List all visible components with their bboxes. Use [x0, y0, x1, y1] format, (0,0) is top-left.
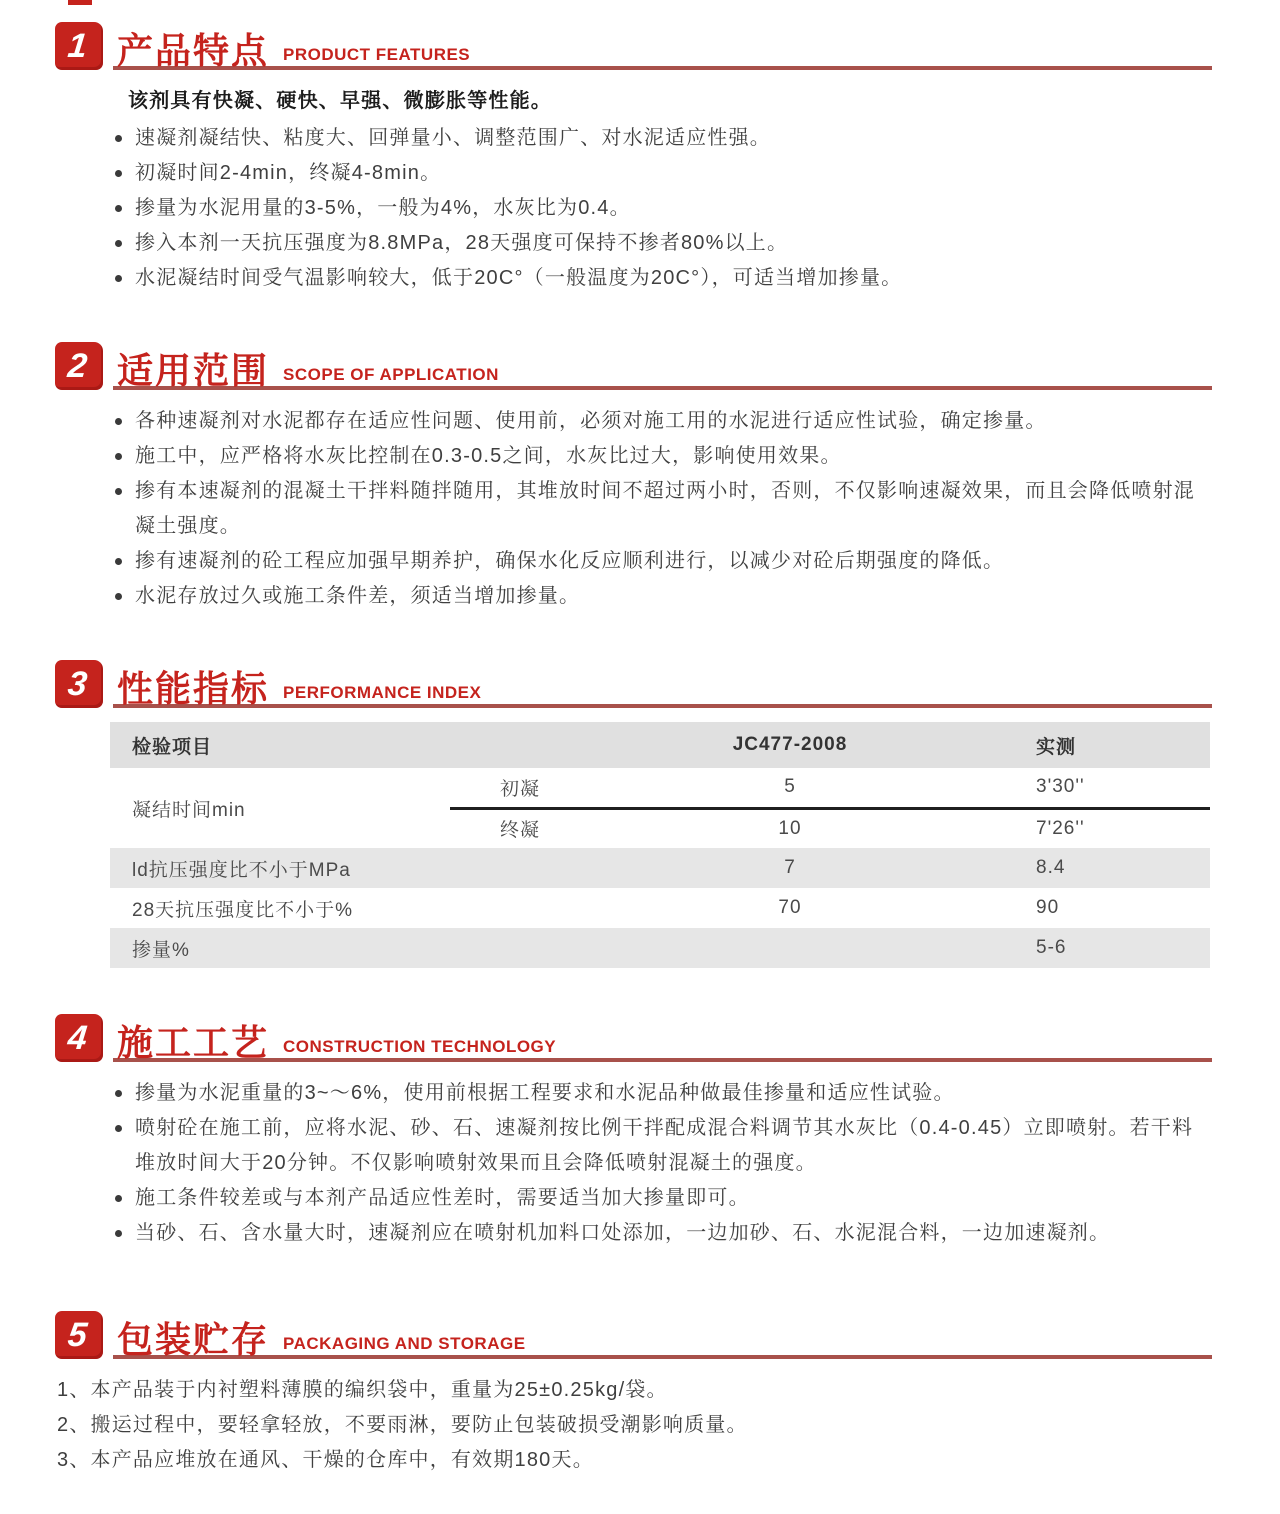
section-header-line — [113, 342, 1212, 390]
bullet-dot-icon — [115, 205, 122, 212]
bullet-text: 施工中，应严格将水灰比控制在0.3-0.5之间，水灰比过大，影响使用效果。 — [135, 445, 842, 467]
bullet-text: 掺有速凝剂的砼工程应加强早期养护，确保水化反应顺利进行，以减少对砼后期强度的降低。 — [135, 550, 1005, 572]
performance-table — [110, 722, 1210, 968]
list-item — [115, 544, 1212, 579]
header-cell-sub — [450, 722, 650, 768]
bullet-text: 水泥凝结时间受气温影响较大，低于20C°（一般温度为20C°），可适当增加掺量。 — [135, 267, 903, 289]
section-number: 3 — [65, 665, 89, 703]
section-header-line — [113, 22, 1212, 70]
numbered-list — [55, 1373, 1212, 1478]
bullet-list — [55, 404, 1212, 614]
section-product-features — [55, 22, 1212, 296]
bullet-text: 喷射砼在施工前，应将水泥、砂、石、速凝剂按比例干拌配成混合料调节其水灰比（0.4-0.45）立即喷射。若干料堆放时间大于20分钟。不仅影响喷射效果而且会降低喷射混凝土的强度。 — [135, 1117, 1194, 1174]
bullet-dot-icon — [115, 1125, 122, 1132]
bullet-dot-icon — [115, 488, 122, 495]
section-number: 4 — [65, 1019, 89, 1057]
section-intro: 该剂具有快凝、硬快、早强、微膨胀等性能。 — [128, 90, 552, 112]
bullet-list — [55, 121, 1212, 296]
list-item — [115, 156, 1212, 191]
table-row — [110, 888, 1210, 928]
table-row — [110, 848, 1210, 888]
section-header — [55, 1311, 1212, 1359]
bullet-dot-icon — [115, 240, 122, 247]
bullet-dot-icon — [115, 275, 122, 282]
section-number: 5 — [65, 1316, 89, 1354]
cell-measured: 8.4 — [930, 848, 1210, 888]
bullet-text: 掺量为水泥重量的3~～6%，使用前根据工程要求和水泥品种做最佳掺量和适应性试验。 — [135, 1082, 955, 1104]
bullet-dot-icon — [115, 1195, 122, 1202]
header-cell-standard: JC477-2008 — [650, 722, 930, 768]
list-item — [115, 1216, 1212, 1251]
bullet-text: 水泥存放过久或施工条件差，须适当增加掺量。 — [135, 585, 581, 607]
cell-standard — [650, 928, 930, 968]
list-item: 2、搬运过程中，要轻拿轻放，不要雨淋，要防止包装破损受潮影响质量。 — [57, 1414, 748, 1436]
cell-item: 28天抗压强度比不小于% — [132, 899, 354, 921]
cell-measured: 7'26'' — [1036, 817, 1085, 839]
bullet-text: 掺量为水泥用量的3-5%，一般为4%，水灰比为0.4。 — [135, 197, 631, 219]
section-construction-technology — [55, 1014, 1212, 1251]
bullet-dot-icon — [115, 135, 122, 142]
section-header-line — [113, 1014, 1212, 1062]
bullet-text: 速凝剂凝结快、粘度大、回弹量小、调整范围广、对水泥适应性强。 — [135, 127, 771, 149]
section-number-badge — [55, 342, 103, 390]
section-number-badge — [55, 1311, 103, 1359]
bullet-text: 当砂、石、含水量大时，速凝剂应在喷射机加料口处添加，一边加砂、石、水泥混合料，一边加速凝剂。 — [135, 1222, 1111, 1244]
section-performance-index — [55, 660, 1212, 968]
cell-sub: 终凝 — [499, 820, 540, 842]
bullet-dot-icon — [115, 418, 122, 425]
bullet-dot-icon — [115, 170, 122, 177]
section-header — [55, 660, 1212, 708]
section-number-badge — [55, 22, 103, 70]
cell-measured: 5-6 — [930, 928, 1210, 968]
list-item — [115, 404, 1212, 439]
bullet-dot-icon — [115, 453, 122, 460]
cell-measured: 90 — [1036, 897, 1060, 918]
section-title-cn: 性能指标 — [117, 668, 270, 710]
section-number: 1 — [65, 27, 89, 65]
list-item: 3、本产品应堆放在通风、干燥的仓库中，有效期180天。 — [57, 1449, 594, 1471]
table-header-row — [110, 722, 1210, 768]
list-item — [115, 121, 1212, 156]
cell-standard: 70 — [778, 897, 802, 918]
table-row — [110, 928, 1210, 968]
cell-standard: 7 — [650, 848, 930, 888]
cell-item: ld抗压强度比不小于MPa — [110, 848, 650, 888]
section-header-line — [113, 1311, 1212, 1359]
section-title-en: PERFORMANCE INDEX — [283, 683, 482, 702]
section-number-badge — [55, 1014, 103, 1062]
cell-item: 凝结时间min — [132, 799, 246, 821]
bullet-text: 初凝时间2-4min，终凝4-8min。 — [135, 162, 442, 184]
list-item: 1、本产品装于内衬塑料薄膜的编织袋中，重量为25±0.25kg/袋。 — [57, 1379, 668, 1401]
bullet-list — [55, 1076, 1212, 1251]
list-item — [115, 1181, 1212, 1216]
bullet-dot-icon — [115, 558, 122, 565]
cell-standard: 5 — [650, 768, 930, 808]
cell-item: 掺量% — [110, 928, 650, 968]
section-packaging-and-storage — [55, 1311, 1212, 1478]
section-title-cn: 产品特点 — [117, 30, 270, 72]
section-header-line — [113, 660, 1212, 708]
bullet-text: 掺有本速凝剂的混凝土干拌料随拌随用，其堆放时间不超过两小时，否则，不仅影响速凝效果，而且会降低喷射混凝土强度。 — [135, 480, 1195, 537]
list-item — [115, 261, 1212, 296]
section-title-en: SCOPE OF APPLICATION — [283, 365, 499, 384]
section-title-en: PRODUCT FEATURES — [283, 45, 471, 64]
bullet-dot-icon — [115, 1230, 122, 1237]
bullet-dot-icon — [115, 593, 122, 600]
section-header — [55, 1014, 1212, 1062]
section-title-cn: 适用范围 — [117, 350, 270, 392]
section-number-badge — [55, 660, 103, 708]
list-item — [115, 1076, 1212, 1111]
section-title-en: PACKAGING AND STORAGE — [283, 1334, 526, 1353]
section-scope-of-application — [55, 342, 1212, 614]
section-title-en: CONSTRUCTION TECHNOLOGY — [283, 1037, 557, 1056]
section-title-cn: 施工工艺 — [117, 1022, 270, 1064]
list-item — [115, 1111, 1212, 1181]
bullet-text: 施工条件较差或与本剂产品适应性差时，需要适当加大掺量即可。 — [135, 1187, 750, 1209]
bullet-text: 掺入本剂一天抗压强度为8.8MPa，28天强度可保持不掺者80%以上。 — [135, 232, 789, 254]
cell-standard: 10 — [778, 817, 802, 839]
section-header — [55, 22, 1212, 70]
table-row — [110, 768, 1210, 808]
list-item — [115, 226, 1212, 261]
list-item — [115, 191, 1212, 226]
bullet-dot-icon — [115, 1090, 122, 1097]
section-header — [55, 342, 1212, 390]
cell-sub: 初凝 — [450, 768, 650, 808]
list-item — [115, 474, 1212, 544]
section-title-cn: 包装贮存 — [117, 1319, 270, 1361]
page-corner-mark — [68, 0, 92, 5]
section-number: 2 — [65, 347, 89, 385]
list-item — [115, 579, 1212, 614]
bullet-text: 各种速凝剂对水泥都存在适应性问题、使用前，必须对施工用的水泥进行适应性试验，确定掺量。 — [135, 410, 1047, 432]
header-cell-measured: 实测 — [930, 722, 1210, 768]
header-cell-item: 检验项目 — [110, 722, 450, 768]
cell-measured: 3'30'' — [930, 768, 1210, 808]
list-item — [115, 439, 1212, 474]
